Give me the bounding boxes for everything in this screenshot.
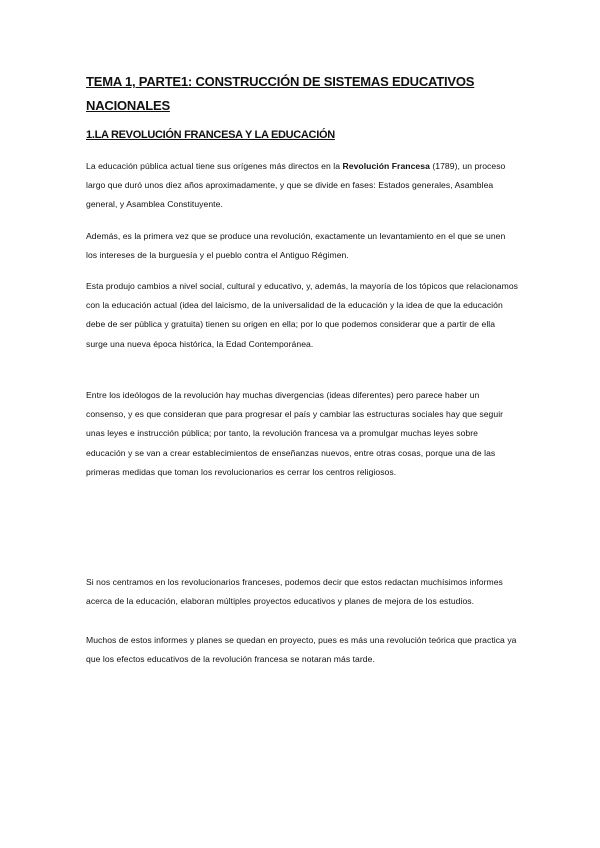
paragraph-origins: [86, 157, 518, 215]
paragraph-origins-text-end: (1789), un proceso largo que duró unos diez años aproximadamente, y que se divide en fases: Estados generales, Asamblea general, y Asamblea Constituyente.: [86, 161, 506, 210]
paragraph-projects: Muchos de estos informes y planes se quedan en proyecto, pues es más una revolución teórica que practica ya que los efectos educativos de la revolución francesa se notaran más tarde.: [86, 635, 517, 665]
paragraph-first-revolution: Además, es la primera vez que se produce una revolución, exactamente un levantamiento en el que se unen los intereses de la burguesía y el pueblo contra el Antiguo Régimen.: [86, 231, 506, 261]
paragraph-changes: Esta produjo cambios a nivel social, cultural y educativo, y, además, la mayoría de los tópicos que relacionamos con la educación actual (idea del laicismo, de la universalidad de la educación y la idea de que la educación debe de ser pública y gratuita) tienen su origen en ella; por lo que podemos considerar que a partir de ella surge una nueva época histórica, la Edad Contemporánea.: [86, 281, 519, 349]
paragraph-reports: Si nos centramos en los revolucionarios franceses, podemos decir que estos redactan muchísimos informes acerca de la educación, elaboran múltiples proyectos educativos y planes de mejora de los estudios.: [86, 577, 503, 607]
revolution-francesa-bold: Revolución Francesa: [342, 161, 430, 171]
document-title: TEMA 1, PARTE1: CONSTRUCCIÓN DE SISTEMAS EDUCATIVOS NACIONALES: [86, 74, 475, 113]
paragraph-ideologues: Entre los ideólogos de la revolución hay muchas divergencias (ideas diferentes) pero parece haber un consenso, y es que consideran que para progresar el país y cambiar las estructuras sociales hay que seguir unas leyes e instrucción pública; por tanto, la revolución francesa va a promulgar muchas leyes sobre educación y se van a crear establecimientos de enseñanzas nuevos, entre otras cosas, porque una de las primeras medidas que toman los revolucionarios es cerrar los centros religiosos.: [86, 390, 504, 477]
section-heading: 1.LA REVOLUCIÓN FRANCESA Y LA EDUCACIÓN: [86, 129, 335, 141]
paragraph-origins-text-start: La educación pública actual tiene sus orígenes más directos en la: [86, 161, 343, 171]
